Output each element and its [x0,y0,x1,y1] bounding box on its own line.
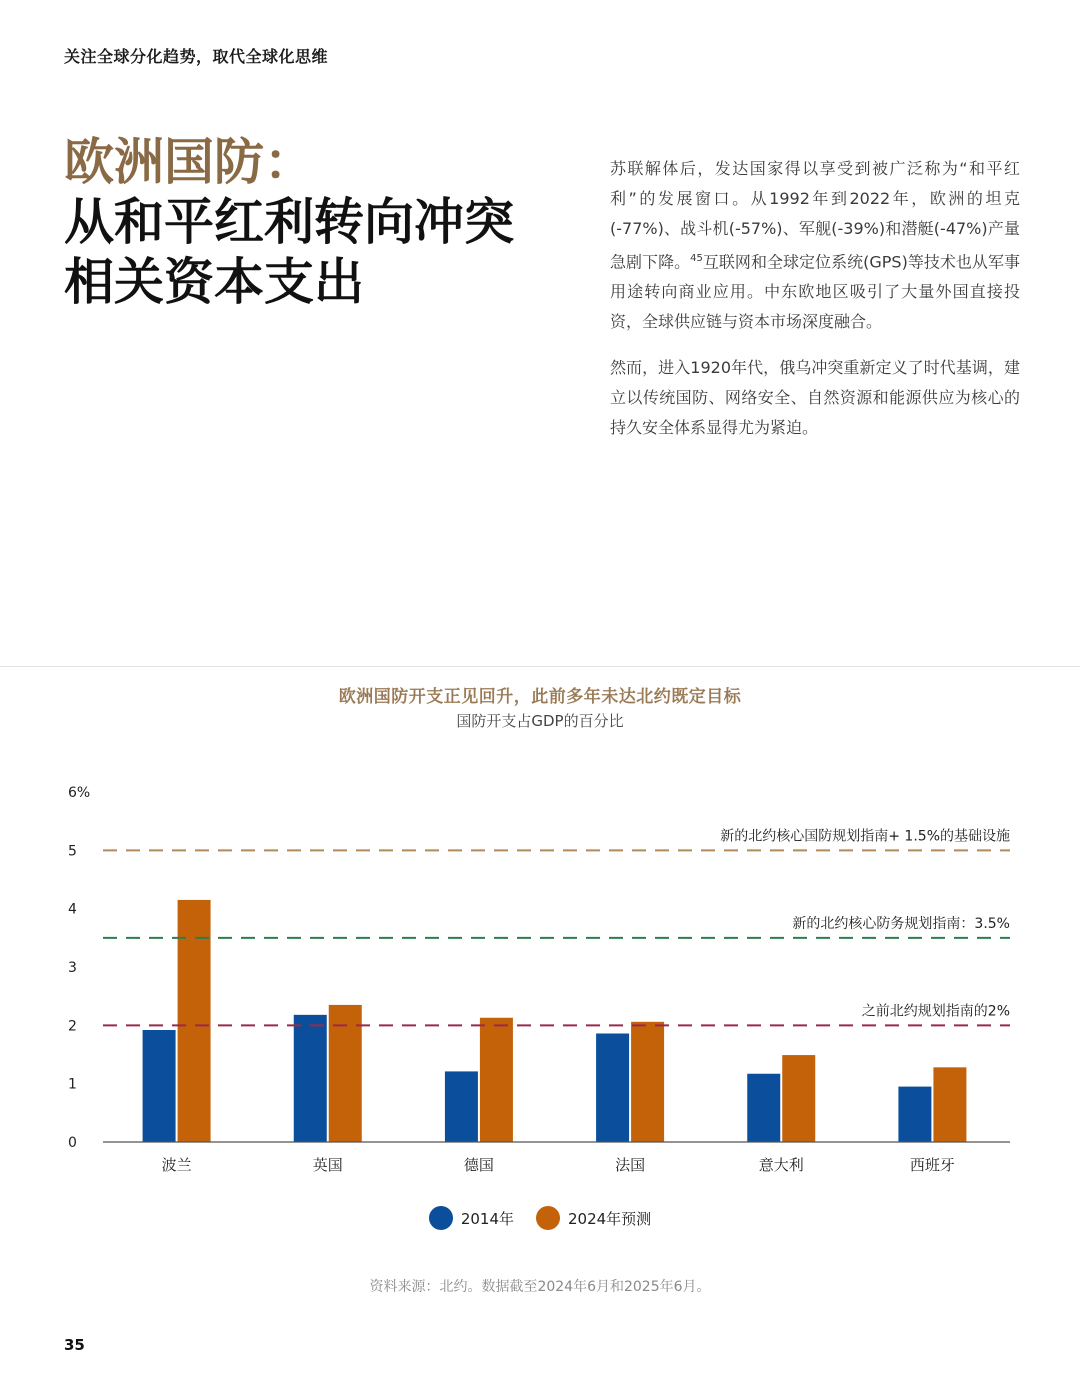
legend-label: 2024年预测 [568,1209,652,1228]
y-tick-label: 1 [68,1076,77,1093]
y-tick-label: 5 [68,843,77,860]
intro-paragraph-2: 然而，进入1920年代，俄乌冲突重新定义了时代基调，建立以传统国防、网络安全、自然资源和能源供应为核心的持久安全体系显得尤为紧迫。 [610,358,1020,438]
page-number: 35 [64,1336,85,1354]
bar-2024 [933,1067,966,1142]
title-line-3: 相关资本支出 [64,252,364,311]
article-title [64,132,564,312]
legend-swatch [536,1206,560,1230]
x-tick-label: 波兰 [161,1156,192,1174]
legend-item [429,1206,514,1230]
bar-2014 [596,1034,629,1143]
x-tick-label: 西班牙 [909,1156,955,1174]
bar-2024 [480,1018,513,1142]
bar-chart [0,760,1080,1200]
reference-line-label: 新的北约核心国防规划指南+ 1.5%的基础设施 [720,828,1010,845]
x-tick-label: 英国 [312,1156,343,1174]
bar-2014 [445,1071,478,1142]
bar-2024 [178,900,211,1142]
legend-swatch [429,1206,453,1230]
source-note: 资料来源：北约。数据截至2024年6月和2025年6月。 [369,1279,711,1295]
x-tick-label: 德国 [463,1156,494,1174]
intro-text [610,154,1020,459]
x-tick-label: 意大利 [758,1156,804,1174]
section-divider [0,666,1080,667]
x-tick-label: 法国 [615,1156,646,1174]
bar-2014 [747,1074,780,1142]
legend-item [536,1206,651,1230]
bar-2024 [631,1022,664,1142]
chart-title: 欧洲国防开支正见回升，此前多年未达北约既定目标 [338,687,742,707]
title-line-2: 从和平红利转向冲突 [64,192,514,251]
y-tick-label: 4 [68,901,77,918]
y-tick-label: 0 [68,1135,77,1151]
bar-2014 [294,1015,327,1142]
chart-subtitle: 国防开支占GDP的百分比 [456,712,624,730]
footnote-reference: 45 [690,253,703,264]
bar-2014 [143,1030,176,1142]
title-line-1: 欧洲国防： [64,132,314,191]
bar-2014 [898,1087,931,1142]
intro-paragraph-1 [610,154,1020,337]
intro-paragraph-1-start: 苏联解体后，发达国家得以享受到被广泛称为“和平红利”的发展窗口。从1992年到2022年，欧洲的坦克(-77%)、战斗机(-57%)、军舰(-39%)和潜艇(-47%)产量急剧下降。 [610,159,1020,272]
intro-paragraph-1-end: 互联网和全球定位系统(GPS)等技术也从军事用途转向商业应用。中东欧地区吸引了大量外国直接投资，全球供应链与资本市场深度融合。 [610,252,1020,332]
chart-legend [0,1206,1080,1230]
reference-line-label: 新的北约核心防务规划指南：3.5% [792,915,1010,932]
y-tick-label: 6% [68,785,91,801]
y-tick-label: 3 [68,960,77,976]
legend-label: 2014年 [460,1209,514,1228]
bar-2024 [782,1055,815,1142]
running-header: 关注全球分化趋势，取代全球化思维 [64,47,329,66]
y-tick-label: 2 [68,1018,77,1035]
reference-line-label: 之前北约规划指南的2% [861,1003,1010,1020]
